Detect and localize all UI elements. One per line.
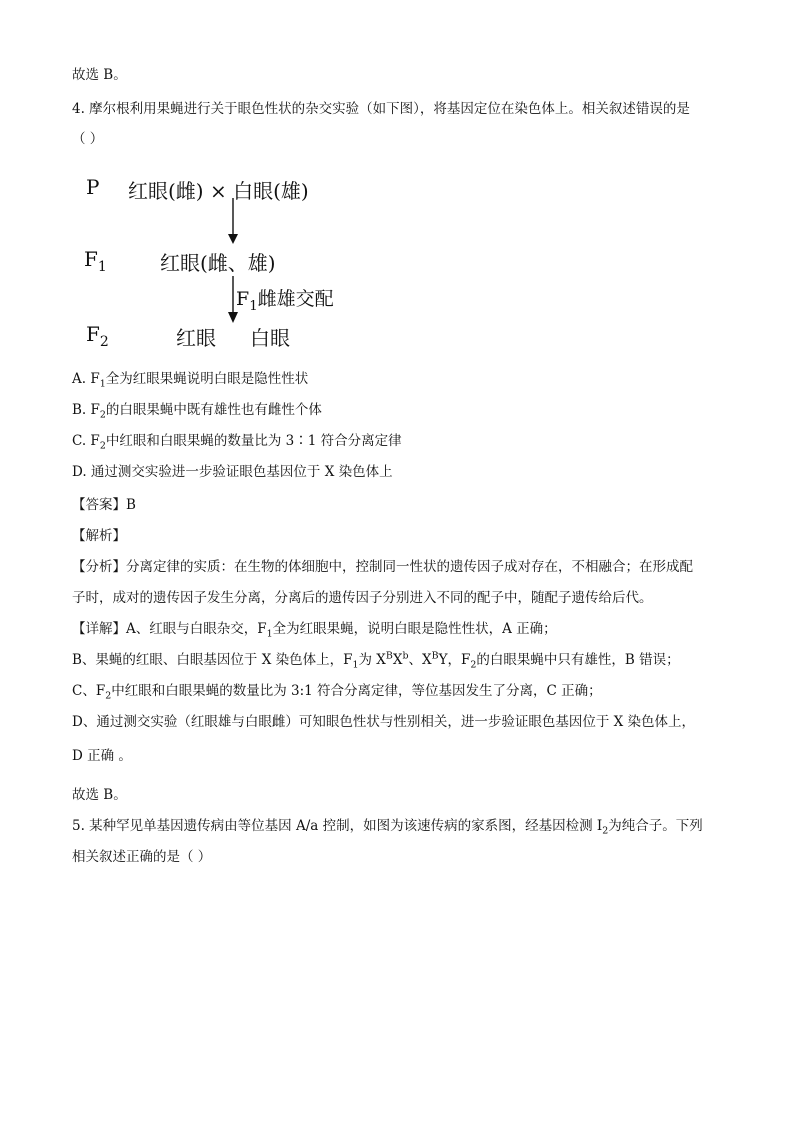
f1-phenotype: 红眼(雌、雄) — [160, 251, 276, 275]
option-a: A. $F_1$全为红眼果蝇说明白眼是隐性性状 — [72, 371, 309, 390]
fenxi-line-2: 子时，成对的遗传因子发生分离，分离后的遗传因子分别进入不同的配子中，随配子遗传给后代。 — [72, 590, 653, 606]
answer: 【答案】B — [72, 497, 136, 513]
fenxi-line-1: 【分析】分离定律的实质：在生物的体细胞中，控制同一性状的遗传因子成对存在，不相融合；在形成配 — [72, 559, 693, 575]
question-4-stem: 4. 摩尔根利用果蝇进行关于眼色性状的杂交实验（如下图），将基因定位在染色体上。相关叙述错误的是 — [72, 101, 690, 117]
xiangjie-line-4: D、通过测交实验（红眼雄与白眼雌）可知眼色性状与性别相关，进一步验证眼色基因位于 X 染色体上， — [72, 714, 696, 730]
f2-white: 白眼 — [250, 326, 290, 350]
f1-label: $F_1$ — [84, 247, 107, 275]
cross-arrows — [222, 196, 244, 328]
question-5-line-2: 相关叙述正确的是（ ） — [72, 849, 212, 865]
cross-note: $F_1$雌雄交配 — [236, 288, 334, 314]
p-label: P — [86, 175, 100, 199]
arrow-head-1 — [228, 234, 238, 244]
xiangjie-line-5: D 正确 。 — [72, 748, 132, 764]
xiangjie-line-1: 【详解】A、红眼与白眼杂交，$F_1$全为红眼果蝇，说明白眼是隐性性状，A 正确； — [72, 621, 557, 640]
question-4-bracket: （ ） — [72, 131, 104, 147]
question-5-stem: 5. 某种罕见单基因遗传病由等位基因 A/a 控制，如图为该速传病的家系图，经基因检测 $I_2$为纯合子。下列 — [72, 818, 703, 837]
option-d: D. 通过测交实验进一步验证眼色基因位于 X 染色体上 — [72, 464, 393, 480]
text-line: 故选 B。 — [72, 67, 127, 83]
text-line-end: 故选 B。 — [72, 787, 127, 803]
xiangjie-line-2: B、果蝇的红眼、白眼基因位于 X 染色体上，$F_1$为 $X^BX^b$、$X^BY$，$F_2$的白眼果蝇中只有雄性，B 错误； — [72, 650, 680, 671]
option-c: C. $F_2$中红眼和白眼果蝇的数量比为 3∶1 符合分离定律 — [72, 433, 402, 452]
xiangjie-line-3: C、$F_2$中红眼和白眼果蝇的数量比为 3:1 符合分离定律，等位基因发生了分离，C 正确； — [72, 683, 602, 702]
analysis-tag: 【解析】 — [72, 528, 126, 544]
p-cross: 红眼(雌) × 白眼(雄) — [128, 179, 309, 203]
f2-label: $F_2$ — [86, 322, 109, 350]
option-b: B. $F_2$的白眼果蝇中既有雄性也有雌性个体 — [72, 402, 322, 421]
arrow-head-2 — [228, 312, 238, 323]
f2-red: 红眼 — [176, 326, 216, 350]
